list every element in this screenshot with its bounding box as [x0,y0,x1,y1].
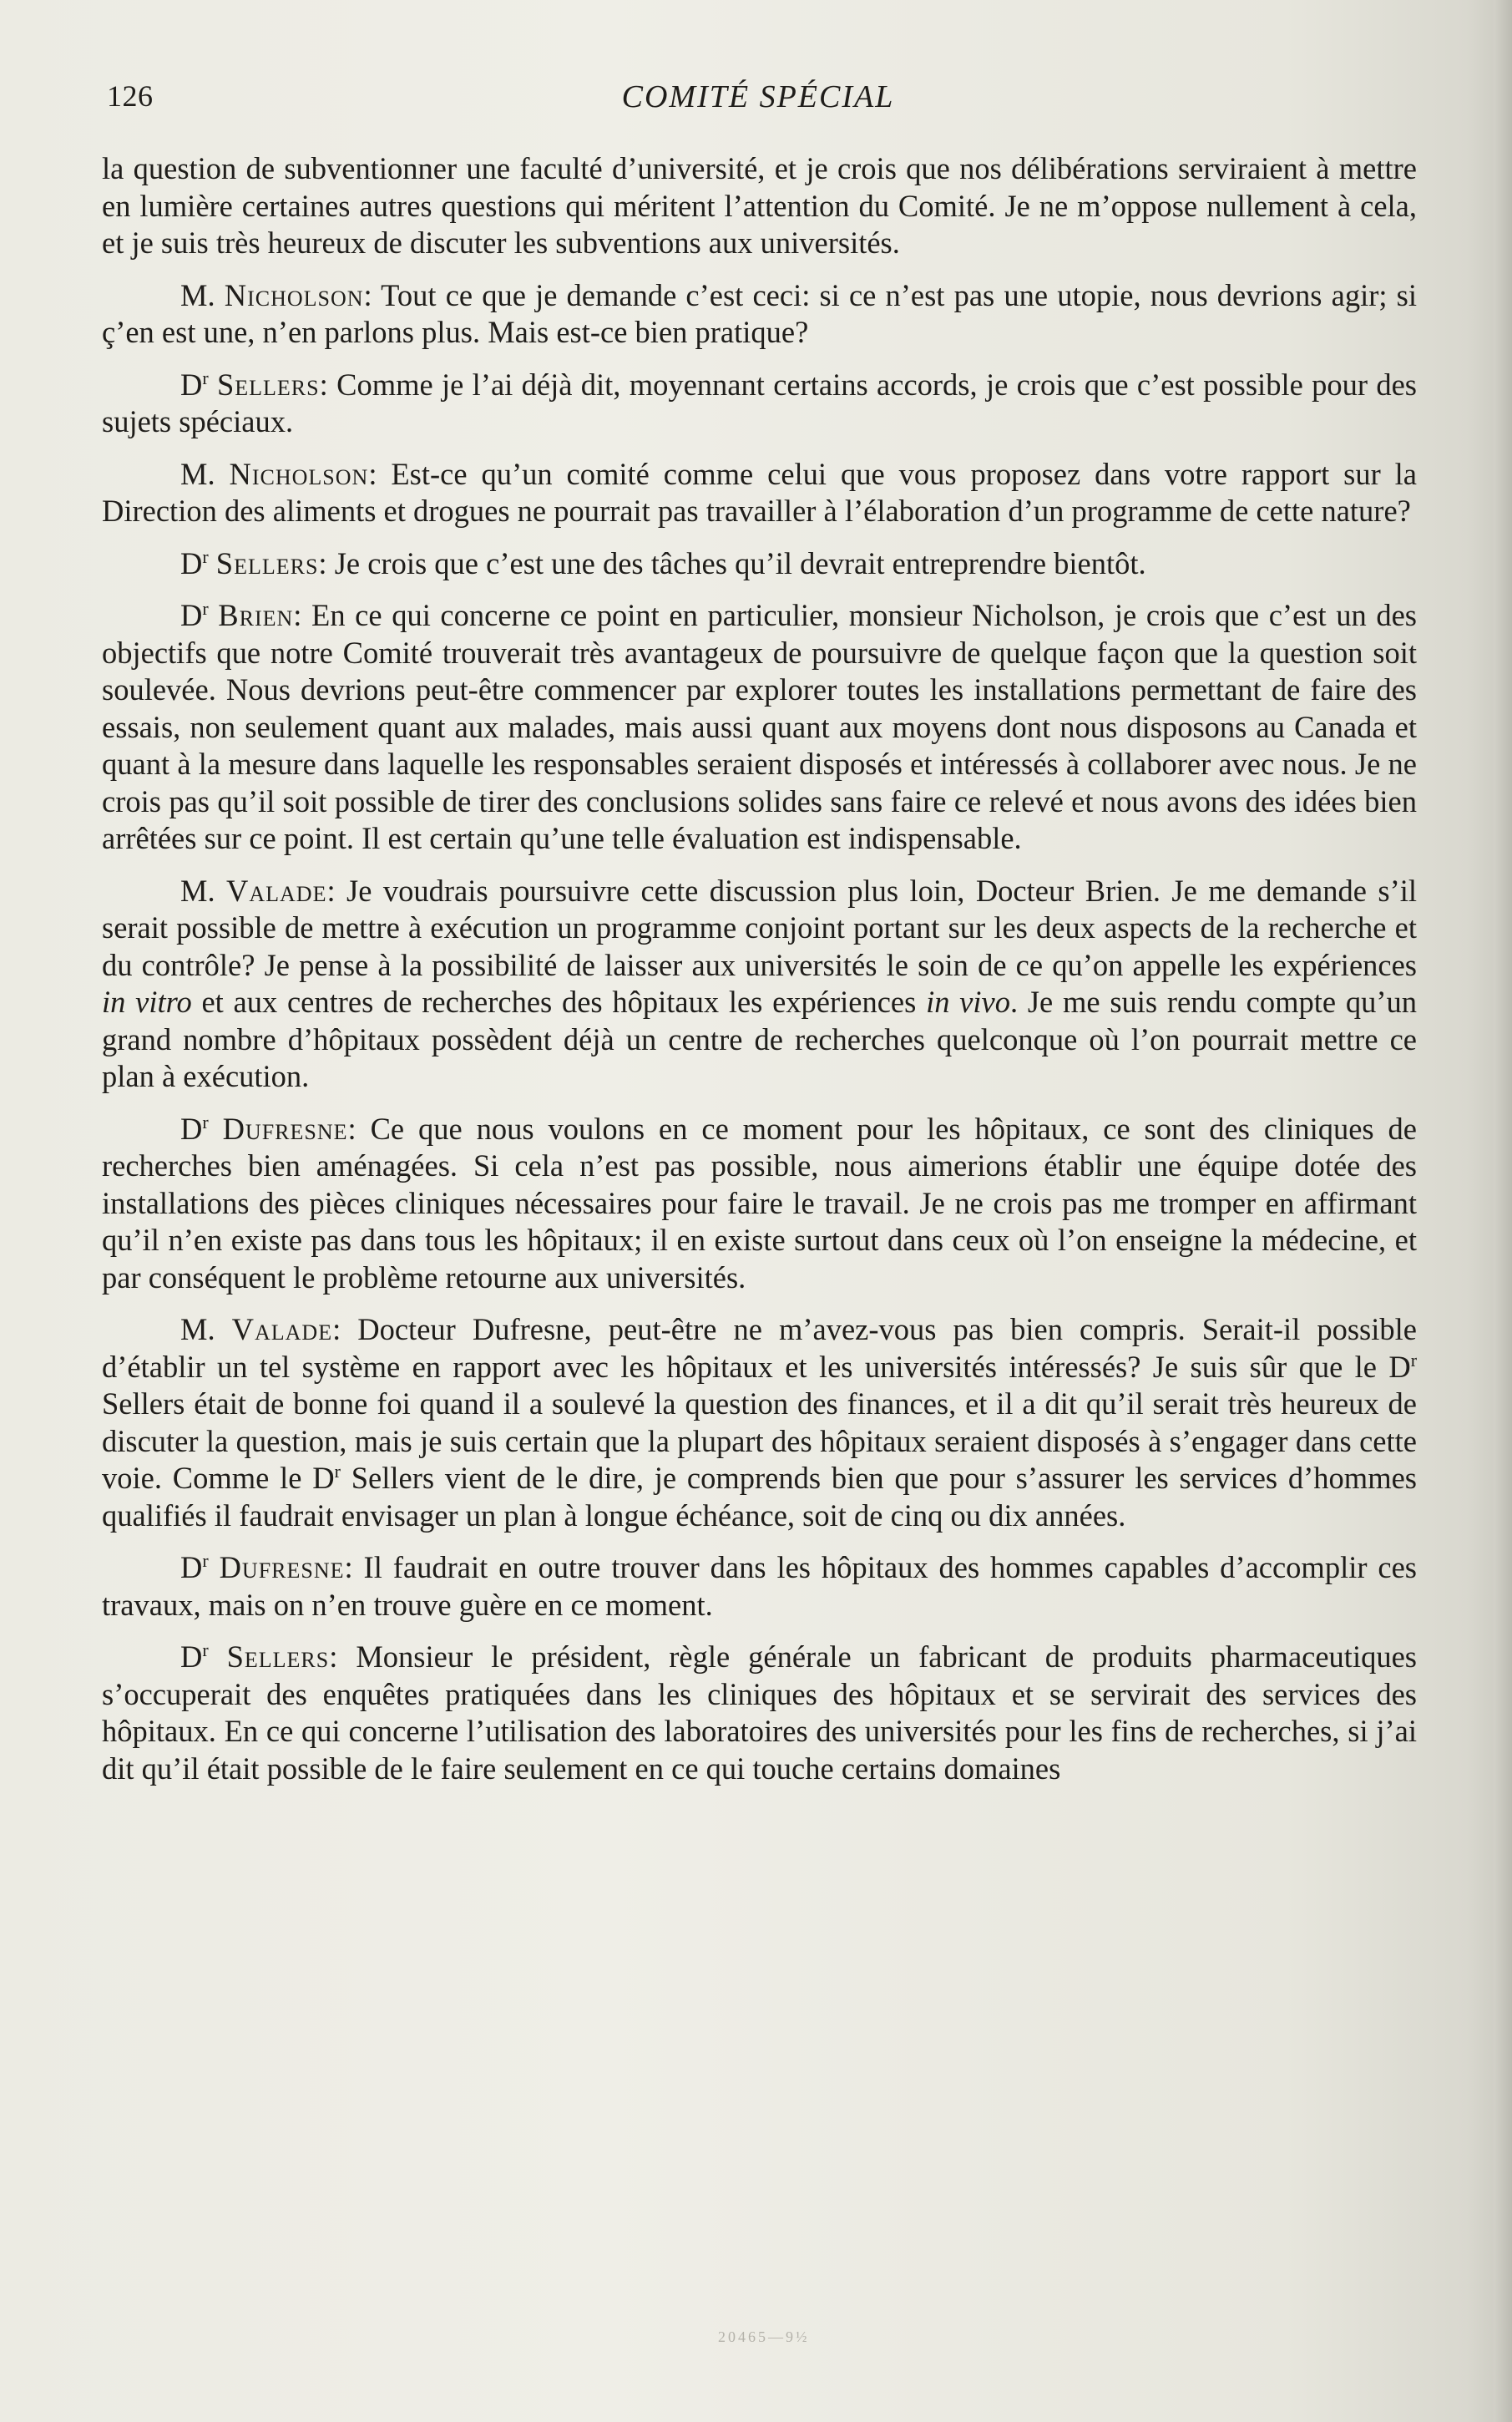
speech-paragraph: M. Valade: Je voudrais poursuivre cette discussion plus loin, Docteur Brien. Je me demande s’il serait possible de mettre à exécution un programme conjoint portant sur les deux aspects de la recherche et du contrôle? Je pense à la possibilité de laisser aux universités le soin de ce qu’on appelle les expériences in vitro et aux centres de recherches des hôpitaux les expériences in vivo. Je me suis rendu compte qu’un grand nombre d’hôpitaux possèdent déjà un centre de recherches quelconque où l’on pourrait mettre ce plan à exécution. [102,873,1418,1093]
speaker-name: Brien [218,598,294,632]
page-edge [1494,0,1512,2422]
speech-paragraph: M. Nicholson: Est-ce qu’un comité comme celui que vous proposez dans votre rapport sur la Direction des aliments et drogues ne pourrait pas travailler à l’élaboration d’un programme de cette nature? [102,456,1417,528]
speaker-title: M. [180,456,215,491]
speech-text: Sellers vient de le dire, je comprends bien que pour s’assurer les services d’hommes qualifiés il faudrait envisager un plan à longue échéance, soit de cinq ou dix années. [102,1461,1417,1533]
speaker-title: M. [180,1312,215,1346]
speech-text: Docteur Dufresne, peut-être ne m’avez-vous pas bien compris. Serait-il possible d’établir un tel système en rapport avec les hôpitaux et les universités intéressés? Je suis sûr que le D [102,1312,1417,1384]
speech-paragraph: $D^r$ Sellers: Monsieur le président, règle générale un fabricant de produits pharmaceutiques s’occuperait des enquêtes pratiquées dans les cliniques des hôpitaux et se servirait des services des hôpitaux. En ce qui concerne l’utilisation des laboratoires des universités pour les fins de recherches, si j’ai dit qu’il était possible de le faire seulement en ce qui touche certains domaines [102,1639,1417,1786]
speech-text: Il faudrait en outre trouver dans les hôpitaux des hommes capables d’accomplir ces travaux, mais on n’en trouve guère en ce moment. [102,1550,1418,1622]
body-text [102,150,1417,1802]
page-number: 126 [107,79,154,113]
speech-text: et aux centres de recherches des hôpitaux les expériences [191,985,927,1019]
speech-paragraph: $D^r$ Brien: En ce qui concerne ce point en particulier, monsieur Nicholson, je crois que c’est un des objectifs que notre Comité trouverait très avantageux de poursuivre de quelque façon que la question soit soulevée. Nous devrions peut-être commencer par explorer toutes les installations permettant de faire des essais, non seulement quant aux malades, mais aussi quant aux moyens dont nous disposons au Canada et quant à la mesure dans laquelle les responsables seraient disposés et intéressés à collaborer avec nous. Je ne crois pas qu’il soit possible de tirer des conclusions solides sans faire ce relevé et nous avons des idées bien arrêtées sur ce point. Il est certain qu’une telle évaluation est indispensable. [102,597,1417,855]
speech-text: Je crois que c’est une des tâches qu’il devrait entreprendre bientôt. [334,545,1146,580]
print-code: 20465—9½ [718,2328,810,2345]
speaker-title-sup: r [202,545,209,567]
title-sup: r [334,1460,341,1482]
speaker-title-sup: r [202,367,209,388]
speaker-title: D [180,367,203,402]
speech-paragraph: M. Valade: Docteur Dufresne, peut-être ne m’avez-vous pas bien compris. Serait-il possible d’établir un tel système en rapport avec les hôpitaux et les universités intéressés? Je suis sûr que le $D^r$ Sellers était de bonne foi quand il a soulevé la question des finances, et il a dit qu’il serait très heureux de discuter la question, mais je suis certain que la plupart des hôpitaux seraient disposés à s’engager dans cette voie. Comme le $D^r$ Sellers vient de le dire, je comprends bien que pour s’assurer les services d’hommes qualifiés il faudrait envisager un plan à longue échéance, soit de cinq ou dix années. [102,1312,1417,1533]
speaker-name: Sellers [216,367,320,402]
speaker-name: Dufresne [222,1111,348,1146]
title-sup: r [1410,1349,1417,1371]
speech-text: Sellers était de bonne foi quand il a soulevé la question des finances, et il a dit qu’il serait très heureux de discuter la question, mais je suis certain que la plupart des hôpitaux seraient disposés à s’engager dans cette voie. Comme le D [102,1386,1417,1495]
speaker-name: Sellers [215,545,319,580]
speech-paragraph: $D^r$ Sellers: Comme je l’ai déjà dit, moyennant certains accords, je crois que c’est possible pour des sujets spéciaux. [102,367,1417,438]
speech-text: Est-ce qu’un comité comme celui que vous proposez dans votre rapport sur la Direction des aliments et drogues ne pourrait pas travailler à l’élaboration d’un programme de cette nature? [102,456,1417,528]
speech-paragraph: M. Nicholson: Tout ce que je demande c’est ceci: si ce n’est pas une utopie, nous devrions agir; si ç’en est une, n’en parlons plus. Mais est-ce bien pratique? [102,277,1418,349]
speaker-title-sup: r [202,1549,209,1571]
speaker-title: D [180,1550,203,1584]
speech-paragraph: $D^r$ Dufresne: Il faudrait en outre trouver dans les hôpitaux des hommes capables d’accomplir ces travaux, mais on n’en trouve guère en ce moment. [102,1549,1418,1622]
speech-paragraph: $D^r$ Sellers: Je crois que c’est une des tâches qu’il devrait entreprendre bientôt. [180,545,1146,580]
speech-text: Ce que nous voulons en ce moment pour les hôpitaux, ce sont des cliniques de recherches bien aménagées. Si cela n’est pas possible, nous aimerions établir une équipe dotée des installations des pièces cliniques nécessaires pour faire le travail. Je ne crois pas me tromper en affirmant qu’il n’en existe pas dans tous les hôpitaux; il en existe surtout dans ceux où l’on enseigne la médecine, et par conséquent le problème retourne aux universités. [102,1111,1417,1295]
speaker-name: Valade [231,1312,333,1346]
speaker-title: D [180,545,203,580]
speaker-name: Dufresne [219,1550,345,1584]
latin-term: in vivo [926,985,1010,1019]
speech-text: En ce qui concerne ce point en particulier, monsieur Nicholson, je crois que c’est un des objectifs que notre Comité trouverait très avantageux de poursuivre de quelque façon que la question soit soulevée. Nous devrions peut-être commencer par explorer toutes les installations permettant de faire des essais, non seulement quant aux malades, mais aussi quant aux moyens dont nous disposons au Canada et quant à la mesure dans laquelle les responsables seraient disposés et intéressés à collaborer avec nous. Je ne crois pas qu’il soit possible de tirer des conclusions solides sans faire ce relevé et nous avons des idées bien arrêtées sur ce point. Il est certain qu’une telle évaluation est indispensable. [102,598,1417,855]
speaker-title: D [180,1111,203,1146]
latin-term: in vitro [102,985,192,1019]
speech-text: . Je me suis rendu compte qu’un grand nombre d’hôpitaux possèdent déjà un centre de recherches quelconque où l’on pourrait mettre ce plan à exécution. [102,985,1417,1093]
speech-text: Comme je l’ai déjà dit, moyennant certains accords, je crois que c’est possible pour des sujets spéciaux. [102,367,1417,438]
speech-text: Tout ce que je demande c’est ceci: si ce n’est pas une utopie, nous devrions agir; si ç’en est une, n’en parlons plus. Mais est-ce bien pratique? [102,277,1418,349]
speaker-name: Nicholson [229,456,369,491]
speaker-title: M. [180,873,215,908]
speaker-title-sup: r [202,1639,209,1660]
paragraph-text: la question de subventionner une faculté d’université, et je crois que nos délibérations serviraient à mettre en lumière certaines autres questions qui méritent l’attention du Comité. Je ne m’oppose nullement à cela, et je suis très heureux de discuter les subventions aux universités. [102,151,1417,260]
running-title: COMITÉ SPÉCIAL [621,79,895,114]
speaker-title: M. [180,277,215,312]
speaker-title-sup: r [202,1111,209,1132]
page-header [107,79,1409,120]
speech-text: Je voudrais poursuivre cette discussion plus loin, Docteur Brien. Je me demande s’il serait possible de mettre à exécution un programme conjoint portant sur les deux aspects de la recherche et du contrôle? Je pense à la possibilité de laisser aux universités le soin de ce qu’on appelle les expériences [102,873,1418,982]
speaker-title: D [180,598,203,632]
speaker-title-sup: r [202,597,209,619]
speaker-name: Sellers [226,1639,330,1674]
speech-text: Monsieur le président, règle générale un fabricant de produits pharmaceutiques s’occuperait des enquêtes pratiquées dans les cliniques des hôpitaux et se servirait des services des hôpitaux. En ce qui concerne l’utilisation des laboratoires des universités pour les fins de recherches, si j’ai dit qu’il était possible de le faire seulement en ce qui touche certains domaines [102,1639,1417,1786]
speaker-name: Nicholson [224,277,364,312]
speech-paragraph: $D^r$ Dufresne: Ce que nous voulons en ce moment pour les hôpitaux, ce sont des cliniques de recherches bien aménagées. Si cela n’est pas possible, nous aimerions établir une équipe dotée des installations des pièces cliniques nécessaires pour faire le travail. Je ne crois pas me tromper en affirmant qu’il n’en existe pas dans tous les hôpitaux; il en existe surtout dans ceux où l’on enseigne la médecine, et par conséquent le problème retourne aux universités. [102,1111,1417,1295]
paragraph [102,150,1417,262]
speaker-title: D [180,1639,203,1674]
speaker-name: Valade [226,873,327,908]
